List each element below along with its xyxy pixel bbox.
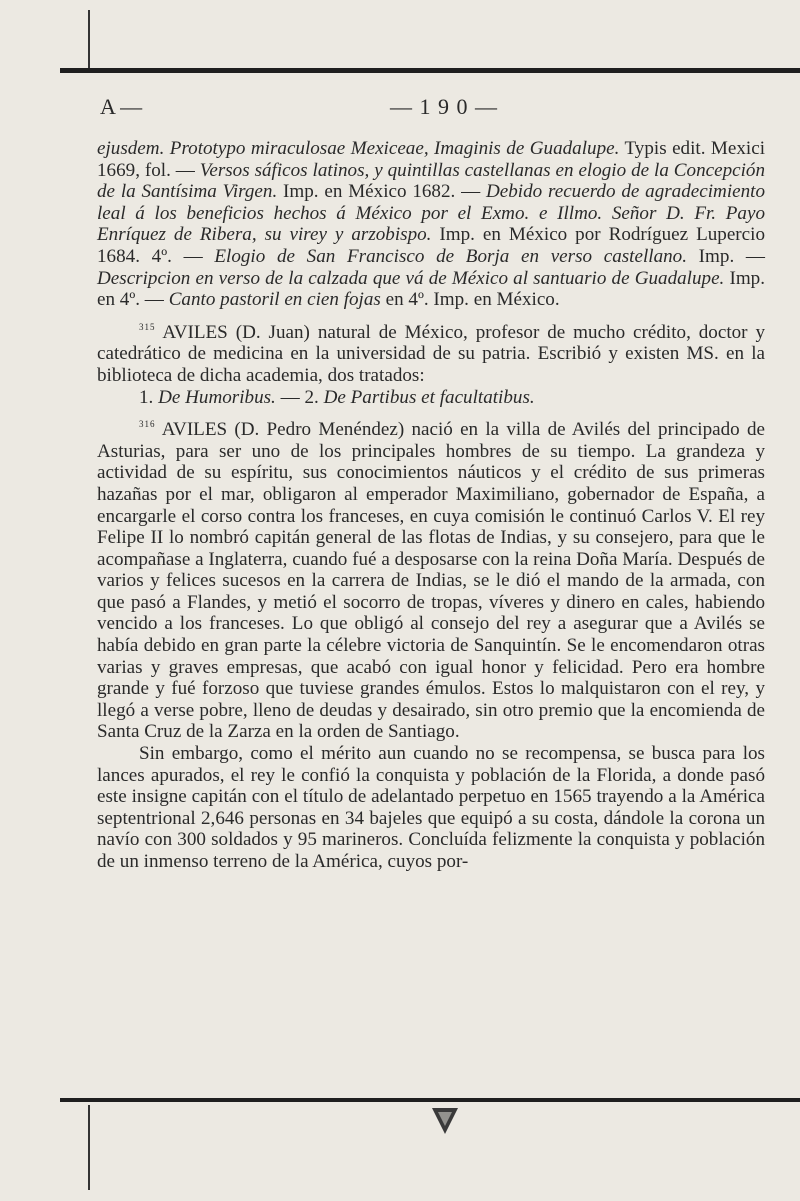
header-rule	[60, 68, 800, 73]
work-number: 1.	[139, 386, 159, 408]
intro-title-6: Canto pastoril en cien fojas	[168, 289, 381, 311]
intro-imprint-1: Typis edit. Mexici 1669, fol. —	[97, 138, 765, 181]
intro-title-3: Debido recuerdo de agradecimiento leal á los beneficios hechos á México por el Exmo. e Illmo. Señor D. Fr. Payo Enríquez de Ribera, su virey y arzobispo.	[97, 181, 765, 246]
intro-imprint-6: en 4º. Imp. en México.	[380, 289, 560, 311]
printer-ornament-icon	[430, 1106, 460, 1136]
work-title: De Partibus et facultatibus.	[323, 386, 535, 408]
intro-title-2: Versos sáficos latinos, y quintillas castellanas en elogio de la Concepción de la Santísima Virgen.	[97, 159, 765, 203]
intro-title-4: Elogio de San Francisco de Borja en verso castellano.	[214, 245, 687, 267]
entry-315	[97, 317, 765, 387]
margin-line-top	[88, 10, 90, 70]
page-number: — 1 9 0 —	[390, 94, 498, 119]
intro-title-1: ejusdem. Prototypo miraculosae Mexiceae, Imaginis de Guadalupe.	[97, 138, 620, 159]
entry-text: Sin embargo, como el mérito aun cuando no se recompensa, se busca para los lances apurados, el rey le confió la conquista y población de la Florida, a donde pasó este insigne capitán con el título de adelantado perpetuo en 1565 trayendo a la América septentrional 2,646 personas en 34 bajeles que equipó a su costa, dándole la corona un navío con 300 soldados y 95 marineros. Concluída felizmente la conquista y población de un inmenso terreno de la América, cuyos por-	[97, 743, 765, 872]
intro-imprint-4: Imp. —	[687, 245, 765, 267]
work-title: De Humoribus.	[158, 386, 276, 408]
section-letter: A —	[100, 94, 143, 119]
page-header	[100, 94, 760, 124]
work-number: — 2.	[275, 386, 324, 408]
margin-line-bottom	[88, 1105, 90, 1190]
intro-paragraph	[97, 138, 765, 311]
entry-text: AVILES (D. Juan) natural de México, profesor de mucho crédito, doctor y catedrático de medicina en la universidad de su patria. Escribió y existen MS. en la biblioteca de dicha academia, dos tratados:	[97, 321, 765, 386]
entry-text: AVILES (D. Pedro Menéndez) nació en la villa de Avilés del principado de Asturias, para ser uno de los principales hombres de su tiempo. La grandeza y actividad de su espíritu, sus conocimientos náuticos y el crédito de sus primeras hazañas por el mar, obligaron al emperador Maximiliano, gobernador de España, a encargarle el corso contra los franceses, en cuya comisión le continuó Carlos V. El rey Felipe II lo nombró capitán general de las flotas de Indias, y su consejero, para que le acompañase a Inglaterra, cuando fué a desposarse con la reina Doña María. Después de varios y felices sucesos en la carrera de Indias, se le dió el mando de la armada, con que pasó a Flandes, y metió el socorro de tropas, víveres y dinero en cales, habiendo vencido a los franceses. Lo que obligó al consejo del rey a asegurar que a Avilés se había debido en gran parte la célebre victoria de Sanquintín. Se le encomendaron otras varias y graves empresas, que acabó con igual honor y felicidad. Pero era hombre grande y fué forzoso que tuviese grandes émulos. Estos lo malquistaron con el rey, y llegó a verse pobre, lleno de deudas y desairado, sin otro premio que la encomienda de Santa Cruz de la Zarza en la orden de Santiago.	[97, 419, 765, 743]
entry-316-continued	[97, 743, 765, 873]
intro-imprint-5: Imp. en 4º. —	[97, 267, 765, 311]
entry-number: 316	[139, 419, 156, 430]
intro-imprint-3: Imp. en México por Rodríguez Lupercio 1684. 4º. —	[97, 224, 765, 267]
entry-316	[97, 414, 765, 743]
entry-number: 315	[139, 321, 156, 332]
intro-title-5: Descripcion en verso de la calzada que vá de México al santuario de Guadalupe.	[97, 267, 725, 289]
intro-imprint-2: Imp. en México 1682. —	[277, 181, 486, 203]
footer-rule	[60, 1098, 800, 1102]
body-text	[97, 138, 765, 873]
entry-315-works	[97, 387, 765, 409]
